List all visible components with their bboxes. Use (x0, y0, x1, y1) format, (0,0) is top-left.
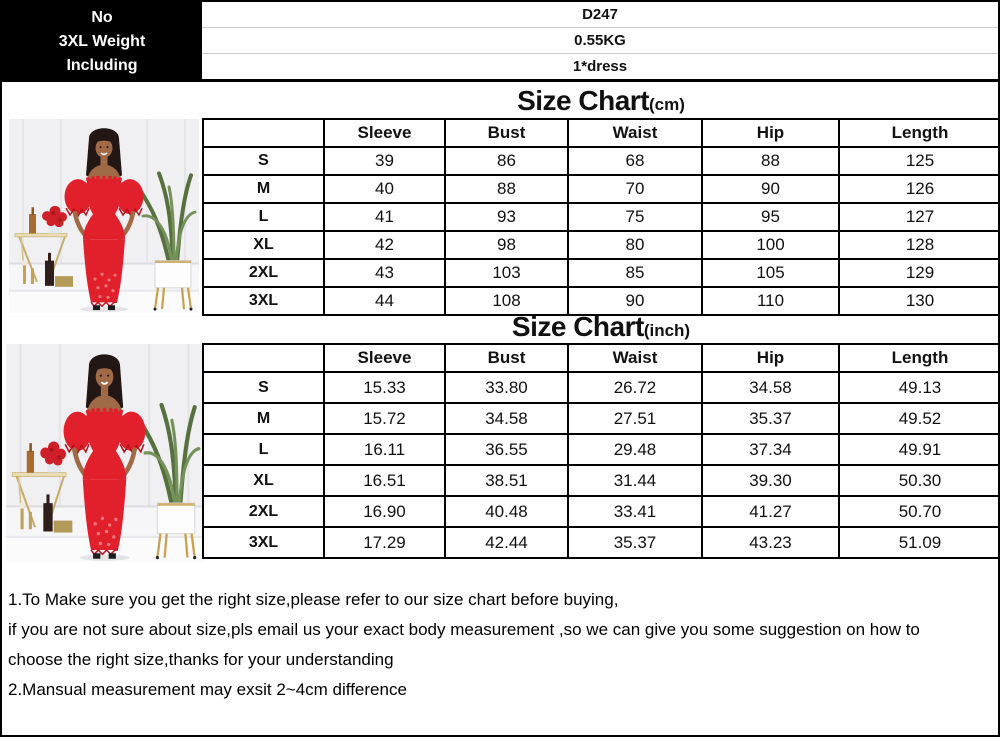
note-line: 1.To Make sure you get the right size,please refer to our size chart before buying, (8, 590, 619, 609)
cell: 68 (568, 147, 702, 175)
cell: 49.52 (839, 403, 1000, 434)
size-col-header (203, 344, 324, 372)
cell: 110 (702, 287, 839, 315)
size-label: 2XL (203, 496, 324, 527)
size-label: M (203, 175, 324, 203)
size-chart-title-text: Size Chart (517, 85, 650, 116)
sizing-notes (8, 585, 992, 705)
cell: 40.48 (445, 496, 568, 527)
size-label: 2XL (203, 259, 324, 287)
info-label-including: Including (66, 57, 138, 74)
col-header-sleeve: Sleeve (324, 344, 445, 372)
size-label: 3XL (203, 527, 324, 558)
note-line: if you are not sure about size,pls email us your exact body measurement ,so we can give you some suggestion on how to (8, 620, 920, 639)
size-label: L (203, 434, 324, 465)
col-header-sleeve: Sleeve (324, 119, 445, 147)
package-contents-value: 1*dress (572, 58, 628, 75)
size-label: S (203, 372, 324, 403)
cell: 130 (839, 287, 1000, 315)
cell: 50.30 (839, 465, 1000, 496)
table-row (203, 259, 1000, 287)
col-header-bust: Bust (445, 344, 568, 372)
cell: 43.23 (702, 527, 839, 558)
cell: 126 (839, 175, 1000, 203)
col-header-length: Length (839, 344, 1000, 372)
col-header-bust: Bust (445, 119, 568, 147)
cell: 17.29 (324, 527, 445, 558)
cell: 16.11 (324, 434, 445, 465)
cell: 128 (839, 231, 1000, 259)
cell: 39.30 (702, 465, 839, 496)
cell: 88 (702, 147, 839, 175)
size-label: S (203, 147, 324, 175)
cell: 98 (445, 231, 568, 259)
size-label: XL (203, 231, 324, 259)
col-header-hip: Hip (702, 344, 839, 372)
cell: 34.58 (445, 403, 568, 434)
size-chart-cm-table (202, 118, 1000, 316)
cell: 127 (839, 203, 1000, 231)
cell: 33.41 (568, 496, 702, 527)
cell: 44 (324, 287, 445, 315)
info-values-box (202, 2, 998, 79)
col-header-length: Length (839, 119, 1000, 147)
product-info-header (2, 2, 998, 82)
info-label-no: No (91, 9, 113, 26)
cell: 16.90 (324, 496, 445, 527)
cell: 41 (324, 203, 445, 231)
cell: 39 (324, 147, 445, 175)
size-col-header (203, 119, 324, 147)
cell: 75 (568, 203, 702, 231)
cell: 100 (702, 231, 839, 259)
weight-value: 0.55KG (202, 28, 998, 54)
cell: 15.72 (324, 403, 445, 434)
table-header-row (203, 344, 1000, 372)
table-row (203, 434, 1000, 465)
size-chart-unit-inch: (inch) (643, 321, 691, 340)
table-row (203, 147, 1000, 175)
cell: 90 (568, 287, 702, 315)
size-chart-inch-title (202, 311, 1000, 343)
col-header-waist: Waist (568, 119, 702, 147)
size-chart-title-text: Size Chart (511, 311, 644, 342)
table-row (203, 231, 1000, 259)
cell: 49.91 (839, 434, 1000, 465)
cell: 105 (702, 259, 839, 287)
cell: 35.37 (568, 527, 702, 558)
info-labels-box (2, 2, 202, 82)
info-label-weight: 3XL Weight (58, 33, 146, 50)
table-row (203, 372, 1000, 403)
cell: 43 (324, 259, 445, 287)
cell: 93 (445, 203, 568, 231)
size-label: 3XL (203, 287, 324, 315)
model-in-red-dress-illustration (9, 119, 199, 313)
cell: 42 (324, 231, 445, 259)
size-chart-cm-title (202, 85, 1000, 117)
cell: 33.80 (445, 372, 568, 403)
size-label: L (203, 203, 324, 231)
note-line: choose the right size,thanks for your understanding (8, 650, 394, 669)
cell: 42.44 (445, 527, 568, 558)
cell: 129 (839, 259, 1000, 287)
cell: 41.27 (702, 496, 839, 527)
main-content (2, 85, 998, 735)
table-row (203, 403, 1000, 434)
cell: 50.70 (839, 496, 1000, 527)
product-photo-2 (6, 344, 203, 562)
cell: 125 (839, 147, 1000, 175)
cell: 108 (445, 287, 568, 315)
cell: 16.51 (324, 465, 445, 496)
cell: 34.58 (702, 372, 839, 403)
cell: 103 (445, 259, 568, 287)
table-row (203, 175, 1000, 203)
table-header-row (203, 119, 1000, 147)
cell: 95 (702, 203, 839, 231)
cell: 70 (568, 175, 702, 203)
cell: 37.34 (702, 434, 839, 465)
cell: 51.09 (839, 527, 1000, 558)
size-chart-inch-table (202, 343, 1000, 559)
model-in-red-dress-illustration (6, 344, 203, 562)
cell: 35.37 (702, 403, 839, 434)
table-row (203, 203, 1000, 231)
cell: 27.51 (568, 403, 702, 434)
cell: 85 (568, 259, 702, 287)
table-row (203, 496, 1000, 527)
cell: 38.51 (445, 465, 568, 496)
cell: 90 (702, 175, 839, 203)
note-line: 2.Mansual measurement may exsit 2~4cm difference (8, 680, 407, 699)
table-row (203, 465, 1000, 496)
size-chart-unit-cm: (cm) (649, 95, 685, 114)
size-label: XL (203, 465, 324, 496)
cell: 88 (445, 175, 568, 203)
cell: 15.33 (324, 372, 445, 403)
cell: 29.48 (568, 434, 702, 465)
cell: 36.55 (445, 434, 568, 465)
cell: 26.72 (568, 372, 702, 403)
cell: 86 (445, 147, 568, 175)
cell: 49.13 (839, 372, 1000, 403)
col-header-waist: Waist (568, 344, 702, 372)
size-label: M (203, 403, 324, 434)
product-photo-1 (9, 119, 199, 313)
cell: 31.44 (568, 465, 702, 496)
cell: 40 (324, 175, 445, 203)
col-header-hip: Hip (702, 119, 839, 147)
table-row (203, 527, 1000, 558)
cell: 80 (568, 231, 702, 259)
style-number-value: D247 (202, 2, 998, 28)
